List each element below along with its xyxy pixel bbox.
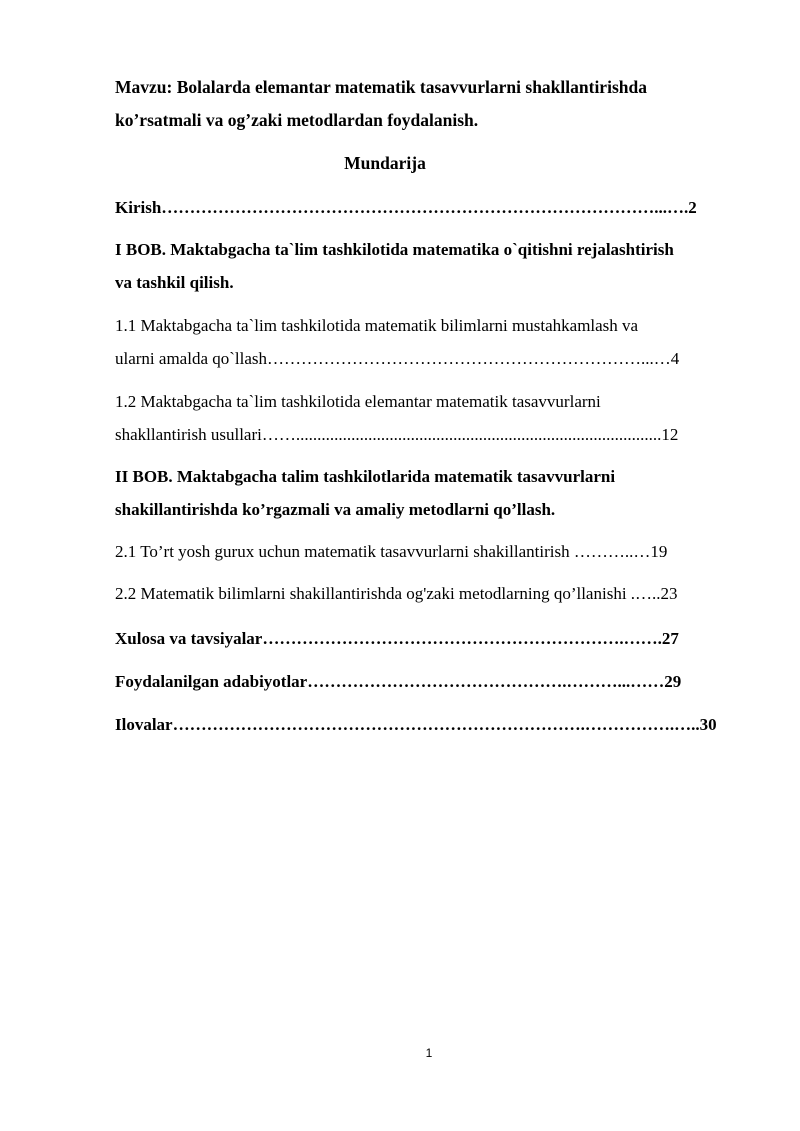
toc-entry-line: shakillantirishda ko’rgazmali va amaliy metodlarni qo’llash. — [115, 500, 556, 519]
toc-entry-line: 1.2 Maktabgacha ta`lim tashkilotida elemantar matematik tasavvurlarni — [115, 392, 601, 411]
toc-entry-chapter-2 — [115, 460, 742, 526]
toc-entry-section-2-1 — [115, 535, 742, 568]
toc-entry-references — [115, 665, 742, 698]
toc-entry-section-1-2 — [115, 385, 742, 451]
toc-entry-line: shakllantirish usullari……......................................................................................12 — [115, 425, 679, 444]
toc-entry-line: Ilovalar……………………………………………………………….…………….…..30 — [115, 715, 717, 734]
toc-entry-line: 2.2 Matematik bilimlarni shakillantirishda og'zaki metodlarning qo’llanishi .…..23 — [115, 584, 678, 603]
toc-entry-appendices — [115, 708, 742, 741]
topic-line-1: Mavzu: Bolalarda elemantar matematik tasavvurlarni shakllantirishda — [115, 77, 647, 97]
toc-entry-line: 2.1 To’rt yosh gurux uchun matematik tasavvurlarni shakillantirish ………..…19 — [115, 542, 668, 561]
topic-line-2: ko’rsatmali va og’zaki metodlardan foydalanish. — [115, 110, 479, 130]
toc-entry-section-1-1 — [115, 309, 742, 375]
toc-entry-line: Kirish……………………………………………………………………………...….2 — [115, 198, 697, 217]
toc-entry-chapter-1 — [115, 233, 742, 299]
toc-entry-line: I BOB. Maktabgacha ta`lim tashkilotida matematika o`qitishni rejalashtirish — [115, 240, 674, 259]
toc-entry-line: Xulosa va tavsiyalar……………………………………………………….…….27 — [115, 629, 679, 648]
toc-title: Mundarija — [344, 153, 426, 173]
toc-entry-introduction — [115, 191, 742, 224]
toc-entry-conclusion — [115, 622, 742, 655]
toc-entry-section-2-2 — [115, 577, 742, 610]
page-number: 1 — [425, 1046, 433, 1060]
toc-entry-line: ularni amalda qo`llash…………………………………………………………...…4 — [115, 349, 680, 368]
toc-entry-line: 1.1 Maktabgacha ta`lim tashkilotida matematik bilimlarni mustahkamlash va — [115, 316, 639, 335]
topic-heading — [115, 71, 742, 137]
toc-entry-line: va tashkil qilish. — [115, 273, 234, 292]
toc-entry-line: II BOB. Maktabgacha talim tashkilotlarida matematik tasavvurlarni — [115, 467, 616, 486]
toc-entry-line: Foydalanilgan adabiyotlar……………………………………….………...……29 — [115, 672, 682, 691]
